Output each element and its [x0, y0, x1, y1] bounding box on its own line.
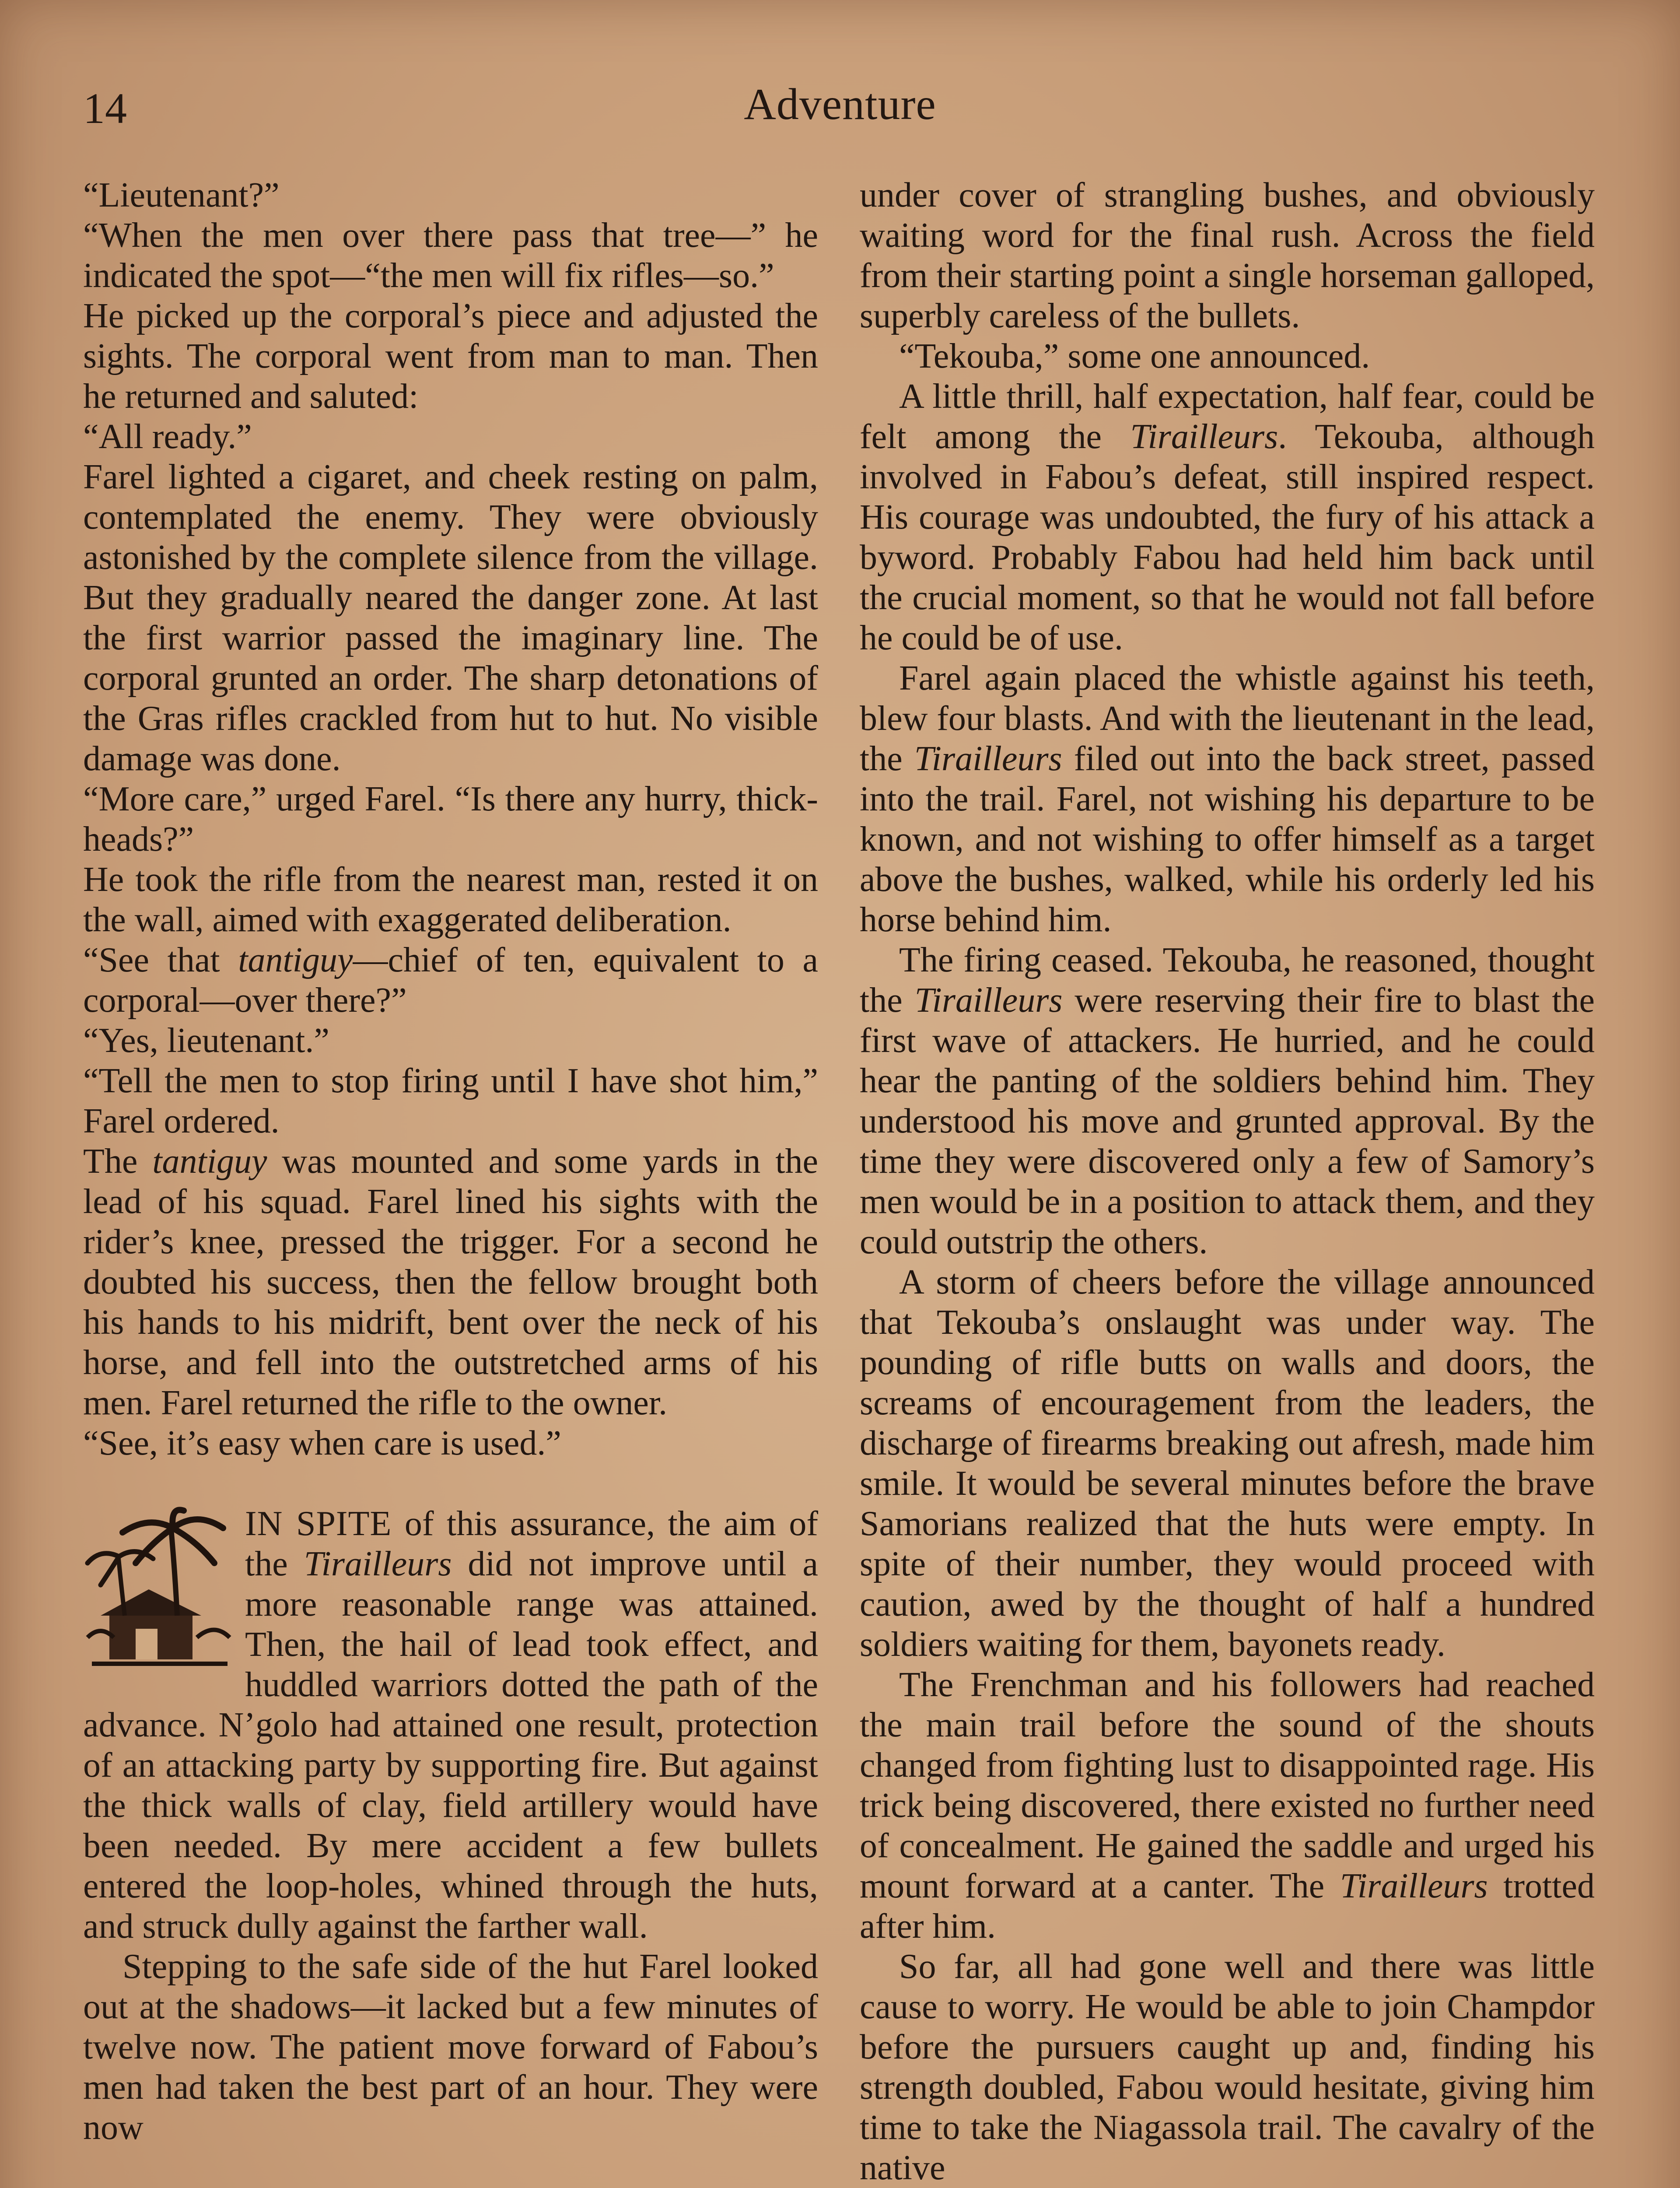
text-run: A little thrill, half expectation, half fear, could be felt among the	[860, 377, 1595, 456]
paragraph: “When the men over there pass that tree—” he indicated the spot—“the men will fix rifles—so.”	[83, 216, 818, 295]
paragraph	[860, 376, 1595, 658]
running-head: Adventure	[744, 80, 936, 129]
italic-term: tantiguy	[238, 941, 353, 979]
text-run: trotted after him.	[860, 1867, 1595, 1946]
section-lead-caps: IN SPITE	[245, 1504, 392, 1543]
italic-term: Tirailleurs	[914, 740, 1062, 778]
text-run: did not improve until a more reasonable range was attained. Then, the hail of lead took effect, and huddled warriors dotted the path of the advance. N’golo had attained one result, protection of an attacking party by supporting fire. But against the thick walls of clay, field artillery would have been needed. By mere accident a few bullets entered the loop-holes, whined through the huts, and struck dully against the farther wall.	[83, 1545, 818, 1946]
paragraph: A storm of cheers before the village announced that Tekouba’s onslaught was under way. The pounding of rifle butts on walls and doors, the screams of encouragement from the leaders, the discharge of firearms breaking out afresh, made him smile. It would be several minutes before the brave Samorians realized that the huts were empty. In spite of their number, they would proceed with caution, awed by the thought of half a hundred soldiers waiting for them, bayonets ready.	[860, 1263, 1595, 1664]
paragraph: “Lieutenant?”	[83, 176, 280, 214]
text-run: The firing ceased. Tekouba, he reasoned, thought the	[860, 941, 1595, 1020]
paragraph	[83, 1141, 818, 1423]
page-number: 14	[83, 84, 127, 133]
paragraph: “All ready.”	[83, 417, 252, 456]
text-run: The	[83, 1142, 153, 1181]
left-column	[83, 175, 818, 2148]
right-column	[860, 175, 1595, 2188]
text-run: The Frenchman and his followers had reached the main trail before the sound of the shouts changed from fighting lust to disappointed rage. His trick being discovered, there existed no further need of concealment. He gained the saddle and urged his mount forward at a canter. The	[860, 1666, 1595, 1905]
paragraph: “See, it’s easy when care is used.”	[83, 1424, 561, 1462]
paragraph: “More care,” urged Farel. “Is there any hurry, thick-heads?”	[83, 780, 818, 859]
paragraph: under cover of strangling bushes, and obviously waiting word for the final rush. Across the field from their starting point a single horseman galloped, superbly careless of the bullets.	[860, 176, 1595, 335]
text-run: were reserving their fire to blast the first wave of attackers. He hurried, and he could hear the panting of the soldiers behind him. They understood his move and grunted approval. By the time they were discovered only a few of Samory’s men would be in a position to attack them, and they could outstrip the others.	[860, 981, 1595, 1261]
text-run: . Tekouba, although involved in Fabou’s defeat, still inspired respect. His courage was undoubted, the fury of his attack a byword. Probably Fabou had held him back until the crucial moment, so that he would not fall before he could be of use.	[860, 417, 1595, 657]
text-run: filed out into the back street, passed into the trail. Farel, not wishing his departure to be known, and not wishing to offer himself as a target above the bushes, walked, while his orderly led his horse behind him.	[860, 740, 1595, 939]
text-run: of this assurance, the aim of the	[245, 1504, 818, 1583]
text-run: Farel again placed the whistle against his teeth, blew four blasts. And with the lieutenant in the lead, the	[860, 659, 1595, 778]
paragraph	[83, 940, 818, 1020]
paragraph	[860, 940, 1595, 1262]
paragraph: Stepping to the safe side of the hut Farel looked out at the shadows—it lacked but a few minutes of twelve now. The patient move forward of Fabou’s men had taken the best part of an hour. They were now	[83, 1947, 818, 2147]
italic-term: Tirailleurs	[304, 1545, 452, 1583]
text-run: was mounted and some yards in the lead of his squad. Farel lined his sights with the rider’s knee, pressed the trigger. For a second he doubted his success, then the fellow brought both his hands to his midrift, bent over the neck of his horse, and fell into the outstretched arms of his men. Farel returned the rifle to the owner.	[83, 1142, 818, 1422]
paragraph: So far, all had gone well and there was little cause to worry. He would be able to join Champdor before the pursuers caught up and, finding his strength doubled, Fabou would hesitate, giving him time to take the Niagassola trail. The cavalry of the native	[860, 1947, 1595, 2187]
text-run: —chief of ten, equivalent to a corporal—over there?”	[83, 941, 818, 1020]
paragraph	[860, 1665, 1595, 1946]
italic-term: Tirailleurs	[1130, 417, 1278, 456]
italic-term: Tirailleurs	[914, 981, 1063, 1020]
paragraph	[860, 658, 1595, 940]
italic-term: Tirailleurs	[1340, 1867, 1488, 1905]
italic-term: tantiguy	[152, 1142, 267, 1181]
section-opening-paragraph	[83, 1504, 818, 1946]
paragraph: He took the rifle from the nearest man, rested it on the wall, aimed with exaggerated deliberation.	[83, 860, 818, 939]
paragraph: “Tekouba,” some one announced.	[899, 337, 1370, 375]
page-header	[83, 79, 1597, 149]
paragraph: “Tell the men to stop firing until I have shot him,” Farel ordered.	[83, 1062, 818, 1140]
paragraph: Farel lighted a cigaret, and cheek resting on palm, contemplated the enemy. They were obviously astonished by the complete silence from the village. But they gradually neared the danger zone. At last the first warrior passed the imaginary line. The corporal grunted an order. The sharp detonations of the Gras rifles crackled from hut to hut. No visible damage was done.	[83, 458, 818, 778]
paragraph: He picked up the corporal’s piece and adjusted the sights. The corporal went from man to man. Then he returned and saluted:	[83, 297, 818, 416]
hut-palm-vignette-illustration	[83, 1506, 232, 1668]
text-run: “See that	[83, 941, 238, 979]
paragraph: “Yes, lieutenant.”	[83, 1021, 329, 1060]
